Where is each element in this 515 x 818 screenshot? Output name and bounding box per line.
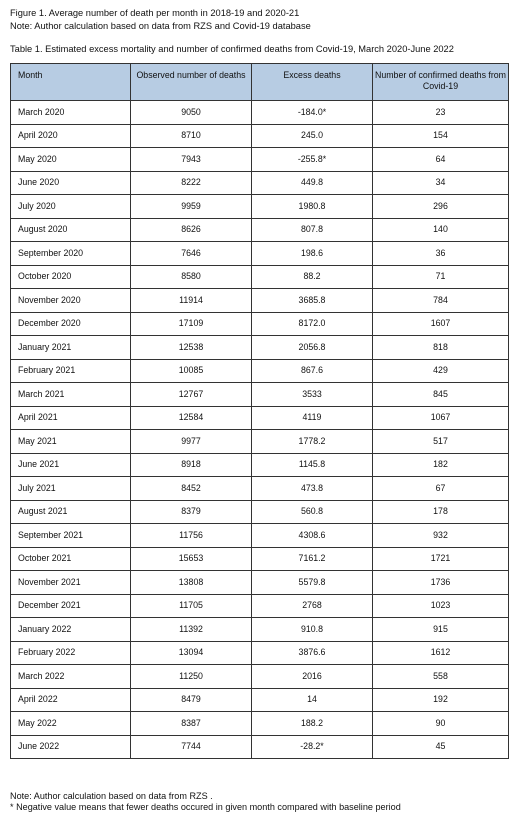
month-cell: August 2020 [11,218,131,242]
column-header-excess-deaths: Excess deaths [252,64,373,101]
observed-deaths-cell: 8379 [131,500,252,524]
observed-deaths-cell: 8479 [131,688,252,712]
excess-deaths-cell: 4119 [252,406,373,430]
confirmed-covid-deaths-cell: 154 [373,124,509,148]
confirmed-covid-deaths-cell: 1607 [373,312,509,336]
excess-deaths-cell: 1980.8 [252,195,373,219]
confirmed-covid-deaths-cell: 34 [373,171,509,195]
confirmed-covid-deaths-cell: 932 [373,524,509,548]
month-cell: November 2021 [11,571,131,595]
month-cell: April 2022 [11,688,131,712]
month-cell: May 2022 [11,712,131,736]
excess-deaths-cell: -28.2* [252,735,373,759]
confirmed-covid-deaths-cell: 1612 [373,641,509,665]
source-note: Note: Author calculation based on data from RZS . [10,791,213,801]
month-cell: August 2021 [11,500,131,524]
table-row [11,665,509,689]
table-row [11,430,509,454]
table-row [11,406,509,430]
confirmed-covid-deaths-cell: 90 [373,712,509,736]
observed-deaths-cell: 7744 [131,735,252,759]
observed-deaths-cell: 9050 [131,101,252,125]
table-header [11,64,509,101]
month-cell: October 2021 [11,547,131,571]
excess-deaths-cell: 2056.8 [252,336,373,360]
month-cell: March 2021 [11,383,131,407]
table-row [11,124,509,148]
excess-mortality-table [10,63,509,759]
table-row [11,148,509,172]
excess-deaths-cell: 14 [252,688,373,712]
excess-deaths-cell: 4308.6 [252,524,373,548]
month-cell: July 2021 [11,477,131,501]
table-row [11,312,509,336]
table-body [11,101,509,759]
month-cell: March 2020 [11,101,131,125]
table-title: Table 1. Estimated excess mortality and number of confirmed deaths from Covid-19, March 2020-June 2022 [10,44,454,54]
column-header-observed-deaths: Observed number of deaths [131,64,252,101]
month-cell: November 2020 [11,289,131,313]
excess-deaths-cell: 560.8 [252,500,373,524]
confirmed-covid-deaths-cell: 23 [373,101,509,125]
confirmed-covid-deaths-cell: 845 [373,383,509,407]
confirmed-covid-deaths-cell: 140 [373,218,509,242]
observed-deaths-cell: 10085 [131,359,252,383]
excess-deaths-cell: 5579.8 [252,571,373,595]
confirmed-covid-deaths-cell: 178 [373,500,509,524]
month-cell: September 2021 [11,524,131,548]
confirmed-covid-deaths-cell: 67 [373,477,509,501]
excess-deaths-cell: 245.0 [252,124,373,148]
excess-deaths-cell: 188.2 [252,712,373,736]
confirmed-covid-deaths-cell: 1736 [373,571,509,595]
confirmed-covid-deaths-cell: 64 [373,148,509,172]
table-row [11,571,509,595]
month-cell: June 2022 [11,735,131,759]
observed-deaths-cell: 7943 [131,148,252,172]
observed-deaths-cell: 13094 [131,641,252,665]
excess-deaths-cell: 3876.6 [252,641,373,665]
excess-deaths-cell: 2016 [252,665,373,689]
confirmed-covid-deaths-cell: 784 [373,289,509,313]
observed-deaths-cell: 11756 [131,524,252,548]
month-cell: January 2022 [11,618,131,642]
observed-deaths-cell: 8222 [131,171,252,195]
excess-deaths-cell: 8172.0 [252,312,373,336]
month-cell: December 2021 [11,594,131,618]
excess-deaths-cell: 3685.8 [252,289,373,313]
observed-deaths-cell: 8710 [131,124,252,148]
confirmed-covid-deaths-cell: 818 [373,336,509,360]
confirmed-covid-deaths-cell: 45 [373,735,509,759]
month-cell: June 2021 [11,453,131,477]
table-row [11,547,509,571]
excess-deaths-cell: 449.8 [252,171,373,195]
table-row [11,101,509,125]
observed-deaths-cell: 11705 [131,594,252,618]
table-row [11,195,509,219]
column-header-confirmed-covid-deaths: Number of confirmed deaths from Covid-19 [373,64,509,101]
observed-deaths-cell: 12584 [131,406,252,430]
table-row [11,218,509,242]
observed-deaths-cell: 13808 [131,571,252,595]
confirmed-covid-deaths-cell: 1721 [373,547,509,571]
confirmed-covid-deaths-cell: 296 [373,195,509,219]
confirmed-covid-deaths-cell: 36 [373,242,509,266]
table-row [11,453,509,477]
confirmed-covid-deaths-cell: 71 [373,265,509,289]
excess-deaths-cell: 1778.2 [252,430,373,454]
table-row [11,242,509,266]
confirmed-covid-deaths-cell: 915 [373,618,509,642]
excess-deaths-cell: 2768 [252,594,373,618]
month-cell: April 2020 [11,124,131,148]
table-row [11,477,509,501]
table-row [11,594,509,618]
confirmed-covid-deaths-cell: 192 [373,688,509,712]
table-row [11,383,509,407]
table-row [11,336,509,360]
excess-deaths-cell: 198.6 [252,242,373,266]
excess-deaths-cell: 807.8 [252,218,373,242]
confirmed-covid-deaths-cell: 517 [373,430,509,454]
confirmed-covid-deaths-cell: 429 [373,359,509,383]
table-row [11,171,509,195]
month-cell: October 2020 [11,265,131,289]
excess-deaths-cell: -184.0* [252,101,373,125]
confirmed-covid-deaths-cell: 558 [373,665,509,689]
observed-deaths-cell: 12538 [131,336,252,360]
confirmed-covid-deaths-cell: 1067 [373,406,509,430]
observed-deaths-cell: 7646 [131,242,252,266]
negative-value-footnote: * Negative value means that fewer deaths occured in given month compared with baseline period [10,802,401,812]
table-row [11,359,509,383]
excess-deaths-cell: -255.8* [252,148,373,172]
figure-caption: Figure 1. Average number of death per month in 2018-19 and 2020-21 [10,8,300,18]
month-cell: February 2021 [11,359,131,383]
table-row [11,688,509,712]
month-cell: June 2020 [11,171,131,195]
observed-deaths-cell: 8387 [131,712,252,736]
observed-deaths-cell: 11914 [131,289,252,313]
month-cell: July 2020 [11,195,131,219]
figure-note: Note: Author calculation based on data from RZS and Covid-19 database [10,21,311,31]
observed-deaths-cell: 8918 [131,453,252,477]
table-row [11,641,509,665]
table-row [11,712,509,736]
table-row [11,618,509,642]
confirmed-covid-deaths-cell: 182 [373,453,509,477]
confirmed-covid-deaths-cell: 1023 [373,594,509,618]
column-header-month: Month [11,64,131,101]
excess-deaths-cell: 3533 [252,383,373,407]
excess-deaths-cell: 88.2 [252,265,373,289]
excess-deaths-cell: 7161.2 [252,547,373,571]
observed-deaths-cell: 8626 [131,218,252,242]
observed-deaths-cell: 8452 [131,477,252,501]
header-row [11,64,509,101]
month-cell: May 2020 [11,148,131,172]
table-row [11,265,509,289]
excess-deaths-cell: 867.6 [252,359,373,383]
observed-deaths-cell: 9959 [131,195,252,219]
observed-deaths-cell: 8580 [131,265,252,289]
excess-deaths-cell: 1145.8 [252,453,373,477]
month-cell: January 2021 [11,336,131,360]
table-row [11,524,509,548]
month-cell: April 2021 [11,406,131,430]
excess-deaths-cell: 473.8 [252,477,373,501]
table-row [11,735,509,759]
table-notes [10,791,401,813]
observed-deaths-cell: 11250 [131,665,252,689]
month-cell: February 2022 [11,641,131,665]
month-cell: May 2021 [11,430,131,454]
observed-deaths-cell: 12767 [131,383,252,407]
month-cell: March 2022 [11,665,131,689]
month-cell: December 2020 [11,312,131,336]
observed-deaths-cell: 15653 [131,547,252,571]
month-cell: September 2020 [11,242,131,266]
table-row [11,289,509,313]
observed-deaths-cell: 11392 [131,618,252,642]
observed-deaths-cell: 9977 [131,430,252,454]
excess-deaths-cell: 910.8 [252,618,373,642]
observed-deaths-cell: 17109 [131,312,252,336]
table-row [11,500,509,524]
